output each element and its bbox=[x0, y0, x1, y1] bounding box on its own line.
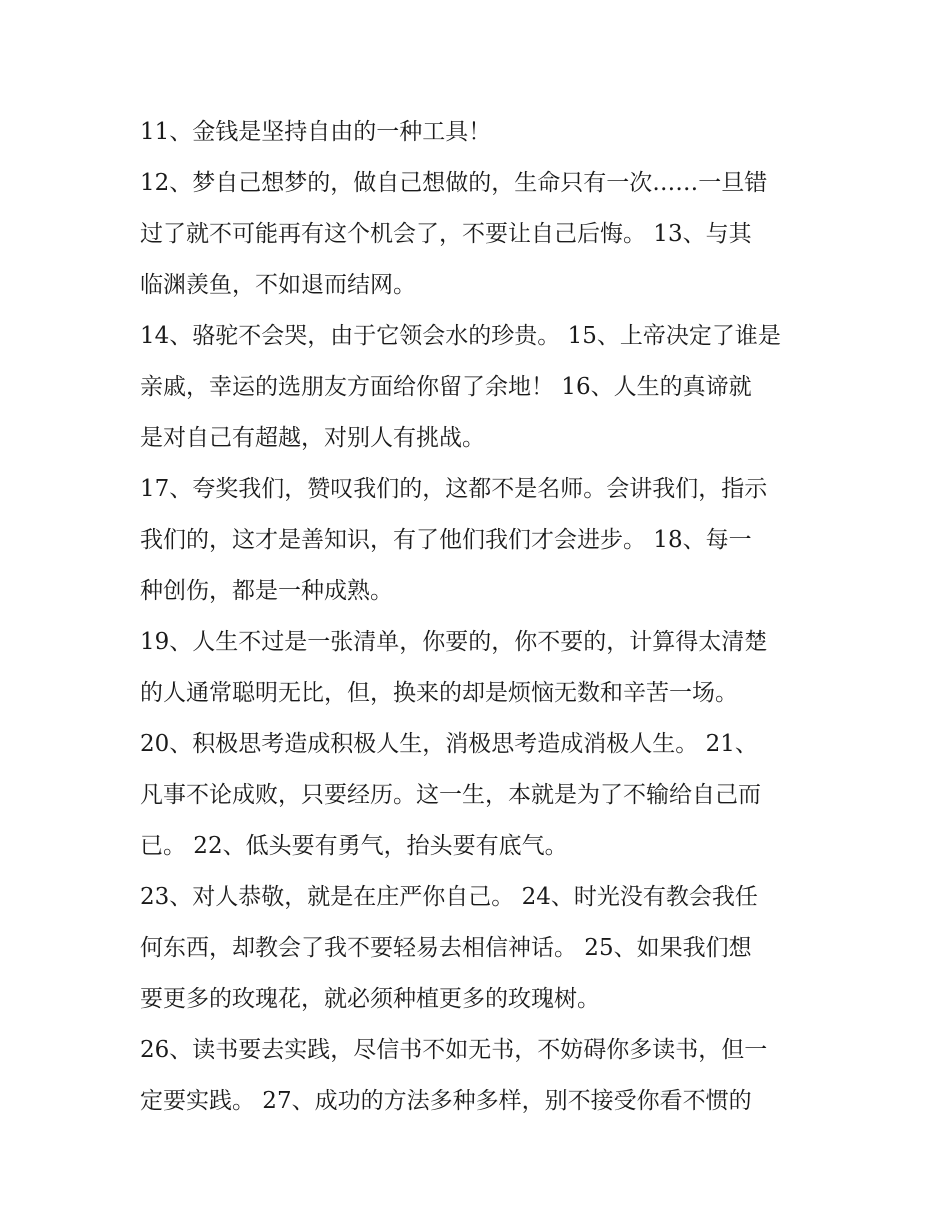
text-line: 种创伤，都是一种成熟。 bbox=[140, 578, 393, 604]
text-line: 11、金钱是坚持自由的一种工具！ bbox=[140, 119, 492, 145]
text-line: 凡事不论成败，只要经历。这一生，本就是为了不输给自己而 bbox=[140, 782, 761, 808]
document-body bbox=[140, 107, 820, 1127]
text-line: 要更多的玫瑰花，就必须种植更多的玫瑰树。 bbox=[140, 986, 600, 1012]
text-line: 23、对人恭敬，就是在庄严你自己。 24、时光没有教会我任 bbox=[140, 884, 758, 910]
text-line: 定要实践。 27、成功的方法多种多样，别不接受你看不惯的 bbox=[140, 1088, 752, 1114]
text-line: 何东西，却教会了我不要轻易去相信神话。 25、如果我们想 bbox=[140, 935, 752, 961]
text-line: 12、梦自己想梦的，做自己想做的，生命只有一次……一旦错 bbox=[140, 170, 768, 196]
text-line: 19、人生不过是一张清单，你要的，你不要的，计算得太清楚 bbox=[140, 629, 768, 655]
text-line: 已。 22、低头要有勇气，抬头要有底气。 bbox=[140, 833, 568, 859]
text-line: 是对自己有超越，对别人有挑战。 bbox=[140, 425, 485, 451]
text-line: 的人通常聪明无比，但，换来的却是烦恼无数和辛苦一场。 bbox=[140, 680, 738, 706]
text-line: 20、积极思考造成积极人生，消极思考造成消极人生。 21、 bbox=[140, 731, 758, 757]
text-line: 临渊羡鱼，不如退而结网。 bbox=[140, 272, 416, 298]
text-line: 26、读书要去实践，尽信书不如无书，不妨碍你多读书，但一 bbox=[140, 1037, 768, 1063]
text-line: 亲戚，幸运的选朋友方面给你留了余地！ 16、人生的真谛就 bbox=[140, 374, 752, 400]
text-line: 14、骆驼不会哭，由于它领会水的珍贵。 15、上帝决定了谁是 bbox=[140, 323, 781, 349]
text-line: 我们的，这才是善知识，有了他们我们才会进步。 18、每一 bbox=[140, 527, 752, 553]
text-line: 过了就不可能再有这个机会了，不要让自己后悔。 13、与其 bbox=[140, 221, 752, 247]
text-line: 17、夸奖我们，赞叹我们的，这都不是名师。会讲我们，指示 bbox=[140, 476, 768, 502]
